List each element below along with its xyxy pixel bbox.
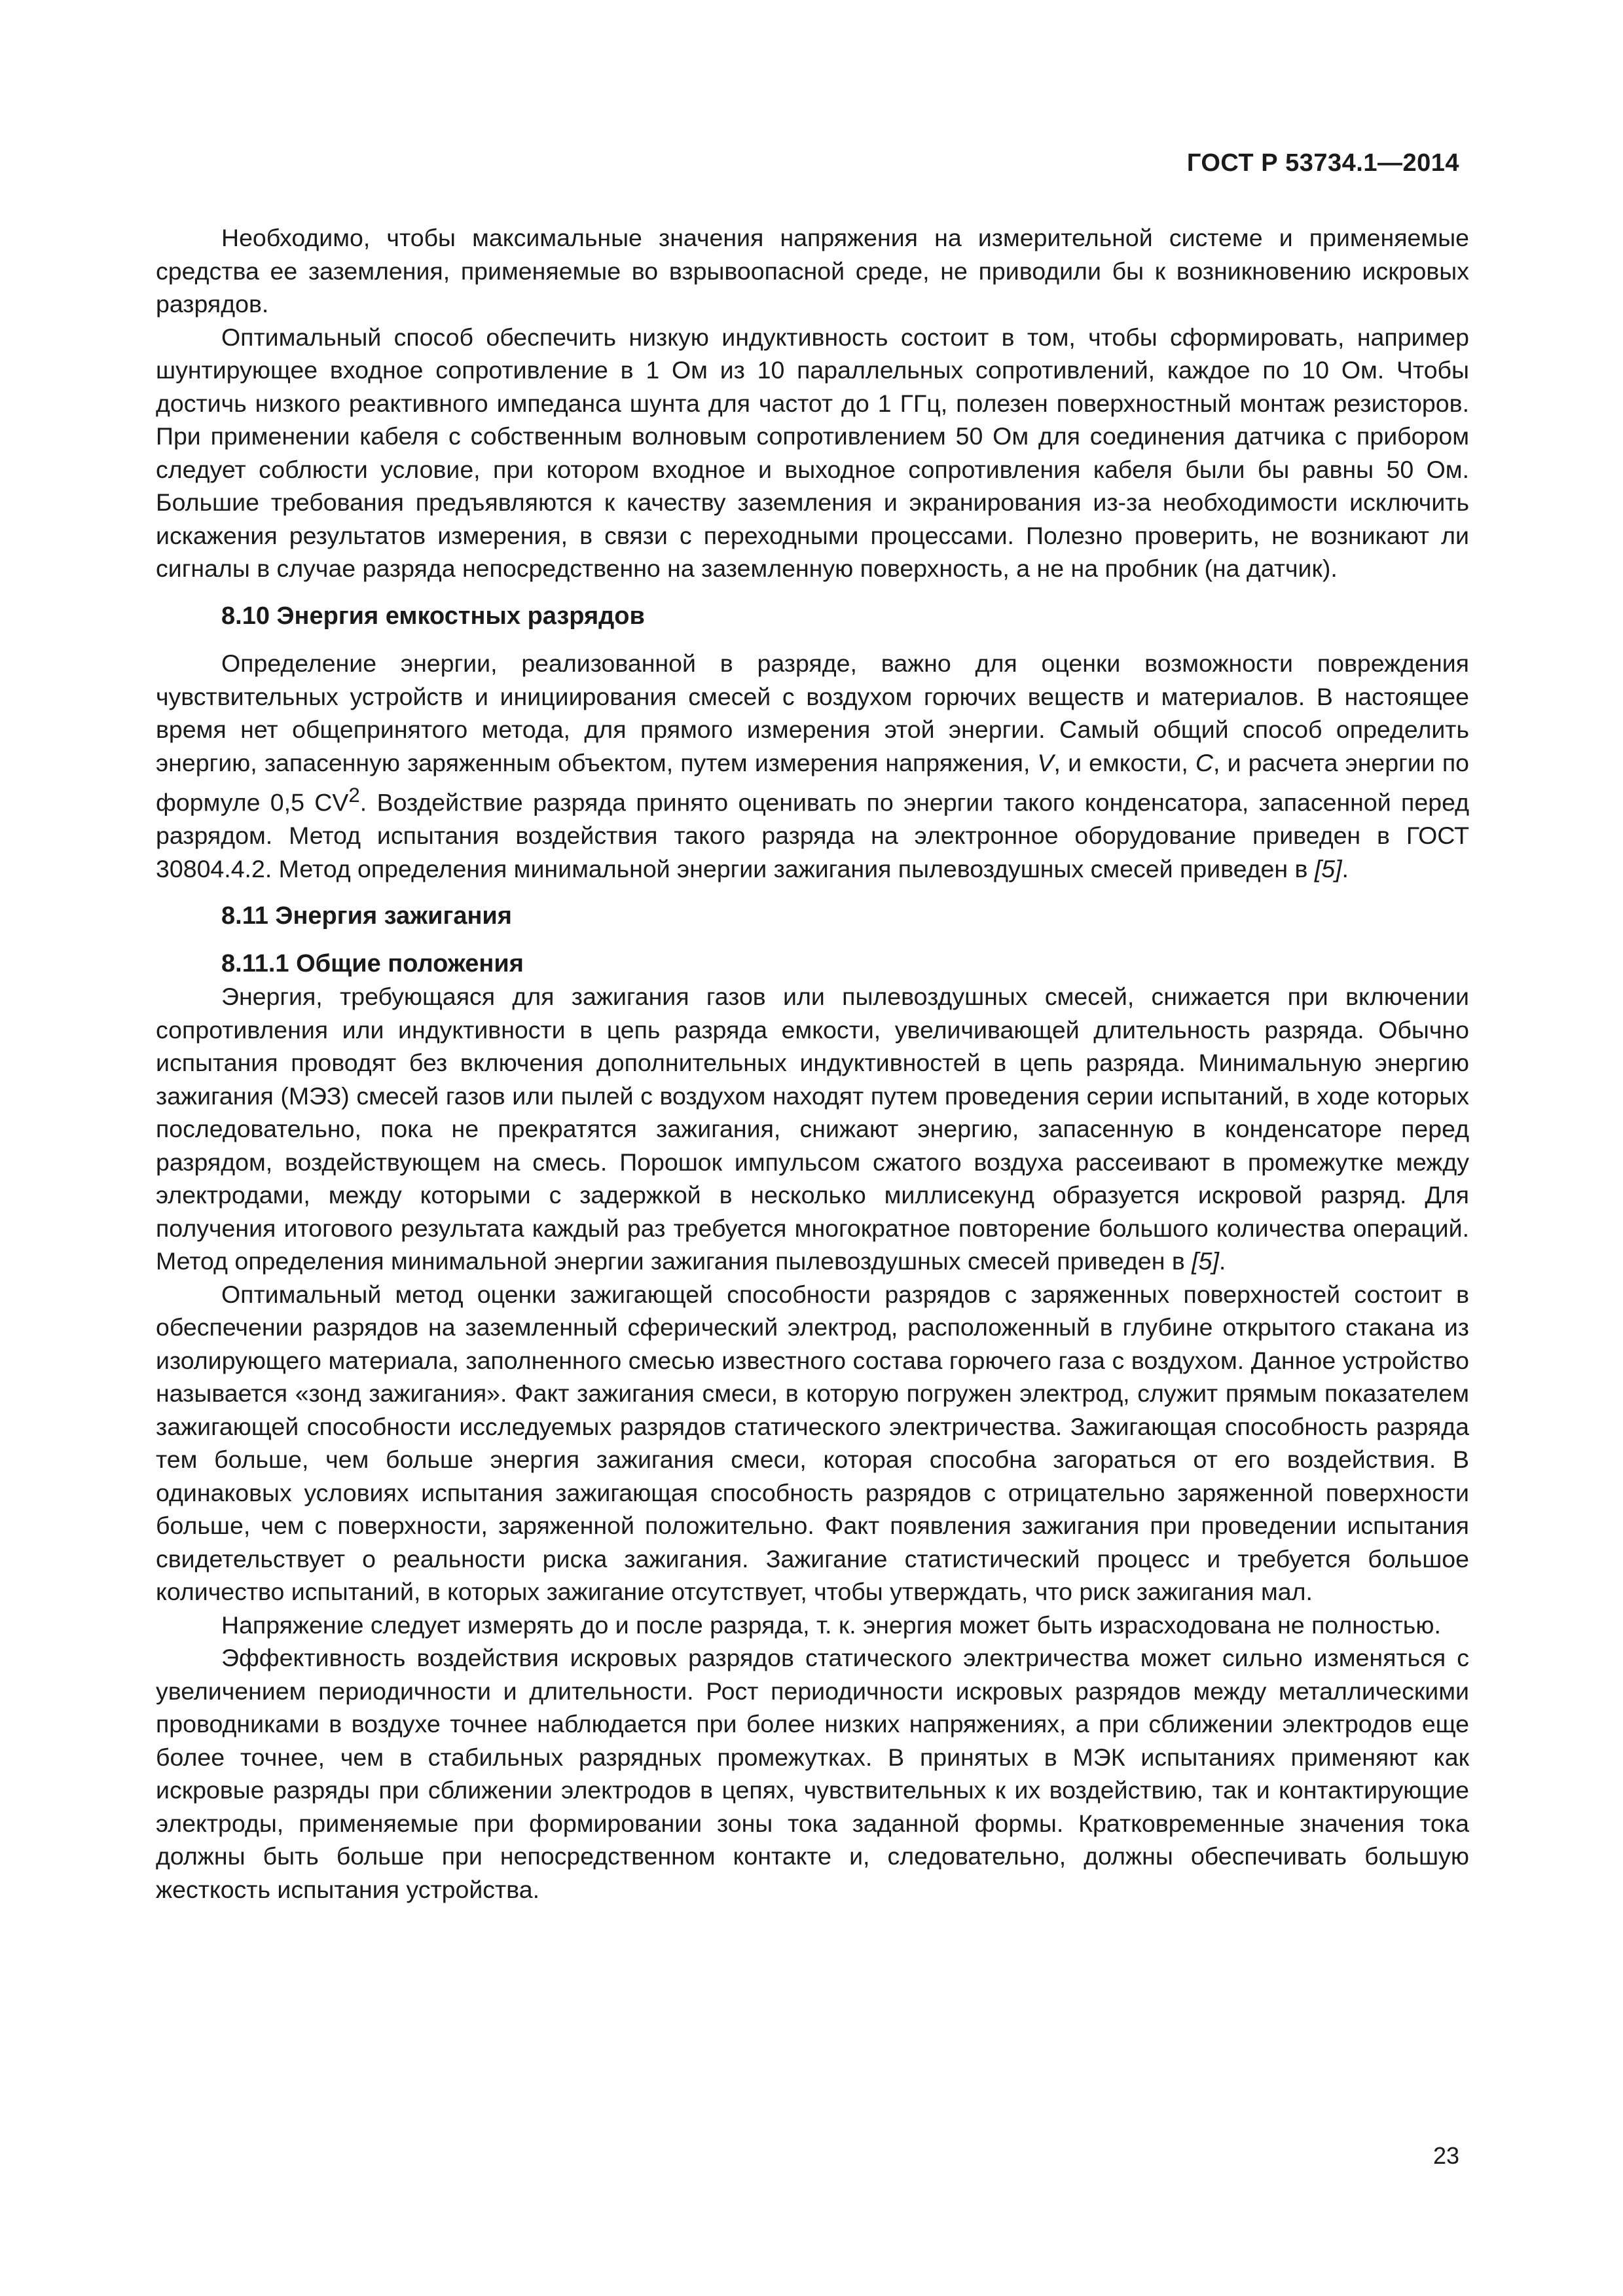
reference-link: [5] (1314, 854, 1342, 883)
body-text (156, 221, 1469, 1906)
paragraph-ignition-probe: Оптимальный метод оценки зажигающей способности разрядов с заряженных поверхностей состоит в обеспечении разрядов на заземленный сферический электрод, расположенный в глубине открытого стакана из изолирующего материала, заполненного смесью известного состава горючего газа с воздухом. Данное устройство называется «зонд зажигания». Факт зажигания смеси, в которую погружен электрод, служит прямым показателем зажигающей способности исследуемых разрядов статического электричества. Зажигающая способность разряда тем больше, чем больше энергия зажигания смеси, которая способна загораться от его воздействия. В одинаковых условиях испытания зажигающая способность разрядов с отрицательно заряженной поверхности больше, чем с поверхности, заряженной положительно. Факт появления зажигания при проведении испытания свидетельствует о реальности риска зажигания. Зажигание статистический процесс и требуется большое количество испытаний, в которых зажигание отсутствует, чтобы утверждать, что риск зажигания мал. (156, 1280, 1469, 1605)
paragraph-ignition-energy (156, 980, 1469, 1278)
reference-link: [5] (1192, 1247, 1219, 1275)
paragraph-discharge-energy (156, 647, 1469, 885)
page-number: 23 (1432, 2142, 1459, 2169)
paragraph-measurement-safety: Необходимо, чтобы максимальные значения напряжения на измерительной системе и применяемые средства ее заземления, применяемые во взрывоопасной среде, не приводили бы к возникновению искровых разрядов. (156, 224, 1469, 318)
paragraph-voltage-measurement: Напряжение следует измерять до и после разряда, т. к. энергия может быть израсходована не полностью. (221, 1611, 1441, 1639)
text-segment: . (1218, 1247, 1226, 1275)
section-heading-8-10: 8.10 Энергия емкостных разрядов (221, 602, 645, 630)
text-segment: . (1341, 854, 1349, 883)
text-segment: . Воздействие разряда принято оценивать по энергии такого конденсатора, запасенной перед разрядом. Метод испытания воздействия такого разряда на электронное оборудование приведен в ГОСТ 30804.4.2. Метод определения минимальной энергии зажигания пылевоздушных смесей приведен в (156, 788, 1469, 883)
symbol-v: V (1037, 748, 1054, 776)
paragraph-spark-effectiveness: Эффективность воздействия искровых разрядов статического электричества может сильно изменяться с увеличением периодичности и длительности. Рост периодичности искровых разрядов между металлическими проводниками в воздухе точнее наблюдается при более низких напряжениях, а при сближении электродов еще более точнее, чем в стабильных разрядных промежутках. В принятых в МЭК испытаниях применяют как искровые разряды при сближении электродов в цепях, чувствительных к их воздействию, так и контактирующие электроды, применяемые при формировании зоны тока заданной формы. Кратковременные значения тока должны быть больше при непосредственном контакте и, следовательно, должны обеспечивать большую жесткость испытания устройства. (156, 1644, 1469, 1903)
subsection-heading-8-11-1: 8.11.1 Общие положения (221, 949, 524, 977)
text-segment: Энергия, требующаяся для зажигания газов или пылевоздушных смесей, снижается при включении сопротивления или индуктивности в цепь разряда емкости, увеличивающей длительность разряда. Обычно испытания проводят без включения дополнительных индуктивностей в цепь разряда. Минимальную энергию зажигания (МЭЗ) смесей газов или пылей с воздухом находят путем проведения серии испытаний, в ходе которых последовательно, пока не прекратятся зажигания, снижают энергию, запасенную в конденсаторе перед разрядом, воздействующем на смесь. Порошок импульсом сжатого воздуха рассеивают в промежутке между электродами, между которыми с задержкой в несколько миллисекунд образуется искровой разряд. Для получения итогового результата каждый раз требуется многократное повторение большого количества операций. Метод определения минимальной энергии зажигания пылевоздушных смесей приведен в (156, 983, 1469, 1275)
superscript-2: 2 (348, 784, 360, 807)
symbol-c: C (1195, 748, 1214, 776)
section-heading-8-11: 8.11 Энергия зажигания (221, 902, 512, 930)
document-code: ГОСТ Р 53734.1—2014 (1186, 149, 1459, 177)
text-segment: , и емкости, (1053, 748, 1195, 776)
text-segment: , и расчета энергии по формуле 0,5 CV (156, 748, 1470, 816)
text-segment: Определение энергии, реализованной в разряде, важно для оценки возможности повреждения чувствительных устройств и инициирования смесей с воздухом горючих веществ и материалов. В настоящее время нет общепринятого метода, для прямого измерения этой энергии. Самый общий способ определить энергию, запасенную заряженным объектом, путем измерения напряжения, (156, 649, 1469, 776)
paragraph-low-inductance: Оптимальный способ обеспечить низкую индуктивность состоит в том, чтобы сформировать, например шунтирующее входное сопротивление в 1 Ом из 10 параллельных сопротивлений, каждое по 10 Ом. Чтобы достичь низкого реактивного импеданса шунта для частот до 1 ГГц, полезен поверхностный монтаж резисторов. При применении кабеля с собственным волновым сопротивлением 50 Ом для соединения датчика с прибором следует соблюсти условие, при котором входное и выходное сопротивления кабеля были бы равны 50 Ом. Большие требования предъявляются к качеству заземления и экранирования из-за необходимости исключить искажения результатов измерения, в связи с переходными процессами. Полезно проверить, не возникают ли сигналы в случае разряда непосредственно на заземленную поверхность, а не на пробник (на датчик). (156, 323, 1469, 582)
